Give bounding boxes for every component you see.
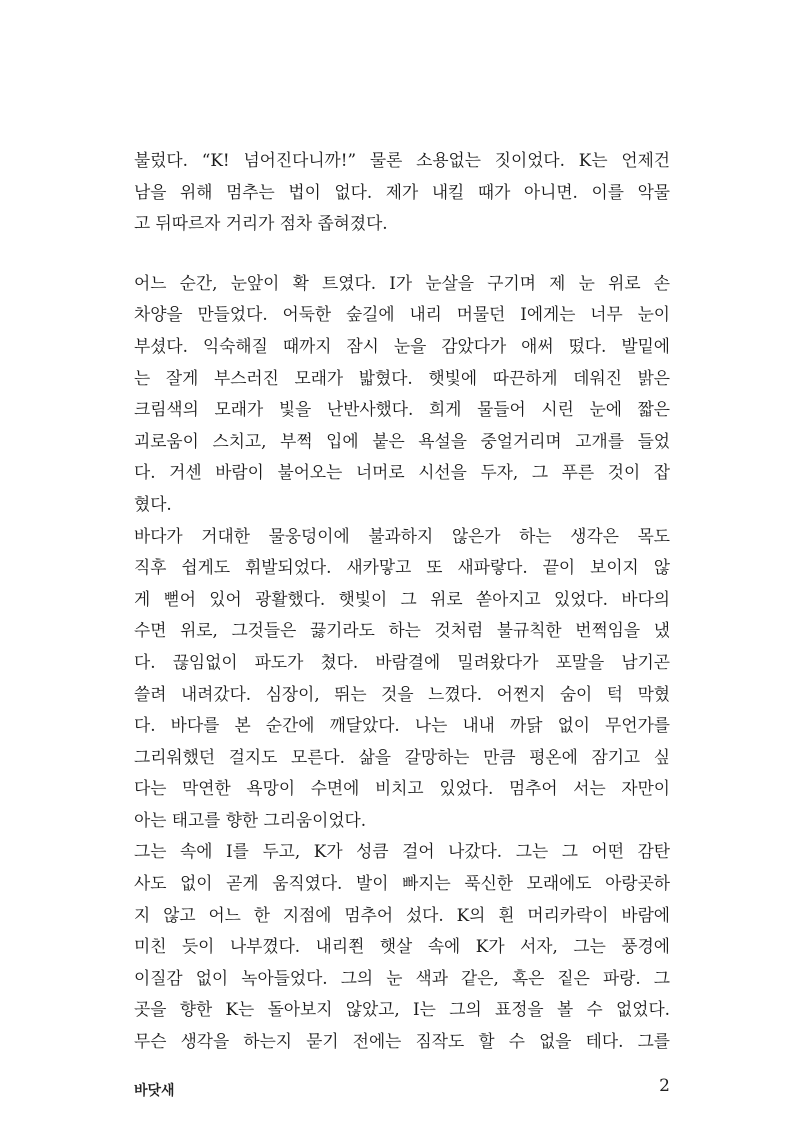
text-line: 다. 끊임없이 파도가 쳤다. 바람결에 밀려왔다가 포말을 남기곤 bbox=[134, 651, 670, 672]
text-line: 어느 순간, 눈앞이 확 트였다. I가 눈살을 구기며 제 눈 위로 손 bbox=[134, 272, 670, 293]
text-line: 아는 태고를 향한 그리움이었다. bbox=[134, 809, 367, 830]
text-line: 크림색의 모래가 빛을 난반사했다. 희게 물들어 시린 눈에 짧은 bbox=[134, 399, 670, 420]
text-line: 이질감 없이 녹아들었다. 그의 눈 색과 같은, 혹은 짙은 파랑. 그 bbox=[134, 967, 670, 988]
paragraph-2 bbox=[134, 268, 670, 521]
page-number: 2 bbox=[659, 1076, 670, 1096]
footer-book-title: 바닷새 bbox=[134, 1083, 175, 1099]
text-line: 혔다. bbox=[134, 493, 172, 514]
paragraph-gap bbox=[134, 240, 670, 268]
text-line: 사도 없이 곧게 움직였다. 발이 빠지는 푹신한 모래에도 아랑곳하 bbox=[134, 873, 670, 894]
text-line: 그리워했던 걸지도 모른다. 삶을 갈망하는 만큼 평온에 잠기고 싶 bbox=[134, 746, 670, 767]
text-line: 지 않고 어느 한 지점에 멈추어 섰다. K의 흰 머리카락이 바람에 bbox=[134, 904, 670, 925]
paragraph-1 bbox=[134, 145, 670, 240]
text-line: 불렀다. “K! 넘어진다니까!” 물론 소용없는 짓이었다. K는 언제건 bbox=[134, 150, 670, 170]
text-line: 고 뒤따르자 거리가 점차 좁혀졌다. bbox=[134, 213, 388, 234]
text-line: 바다가 거대한 물웅덩이에 불과하지 않은가 하는 생각은 목도 bbox=[134, 525, 670, 546]
text-line: 미친 듯이 나부꼈다. 내리쬔 햇살 속에 K가 서자, 그는 풍경에 bbox=[134, 936, 670, 957]
text-line: 남을 위해 멈추는 법이 없다. 제가 내킬 때가 아니면. 이를 악물 bbox=[134, 181, 670, 202]
text-line: 부셨다. 익숙해질 때까지 잠시 눈을 감았다가 애써 떴다. 발밑에 bbox=[134, 335, 670, 356]
text-line: 수면 위로, 그것들은 끓기라도 하는 것처럼 불규칙한 번쩍임을 냈 bbox=[134, 620, 670, 641]
text-line: 직후 쉽게도 휘발되었다. 새카맣고 또 새파랗다. 끝이 보이지 않 bbox=[134, 557, 670, 578]
text-line: 게 뻗어 있어 광활했다. 햇빛이 그 위로 쏟아지고 있었다. 바다의 bbox=[134, 588, 670, 609]
text-line: 쓸려 내려갔다. 심장이, 뛰는 것을 느꼈다. 어쩐지 숨이 턱 막혔 bbox=[134, 683, 670, 704]
text-line: 다. 바다를 본 순간에 깨달았다. 나는 내내 까닭 없이 무언가를 bbox=[134, 715, 670, 736]
paragraph-4 bbox=[134, 836, 670, 1057]
paragraph-3 bbox=[134, 521, 670, 837]
text-line: 는 잘게 부스러진 모래가 밟혔다. 햇빛에 따끈하게 데워진 밝은 bbox=[134, 367, 670, 388]
body-text bbox=[134, 145, 670, 1058]
text-line: 차양을 만들었다. 어둑한 숲길에 내리 머물던 I에게는 너무 눈이 bbox=[134, 304, 670, 325]
text-line: 곳을 향한 K는 돌아보지 않았고, I는 그의 표정을 볼 수 없었다. bbox=[134, 999, 670, 1020]
text-line: 다는 막연한 욕망이 수면에 비치고 있었다. 멈추어 서는 자만이 bbox=[134, 778, 670, 799]
text-line: 무슨 생각을 하는지 묻기 전에는 짐작도 할 수 없을 테다. 그를 bbox=[134, 1031, 670, 1052]
text-line: 다. 거센 바람이 불어오는 너머로 시선을 두자, 그 푸른 것이 잡 bbox=[134, 462, 670, 483]
text-line: 그는 속에 I를 두고, K가 성큼 걸어 나갔다. 그는 그 어떤 감탄 bbox=[134, 841, 670, 862]
text-line: 괴로움이 스치고, 부쩍 입에 붙은 욕설을 중얼거리며 고개를 들었 bbox=[134, 430, 670, 451]
